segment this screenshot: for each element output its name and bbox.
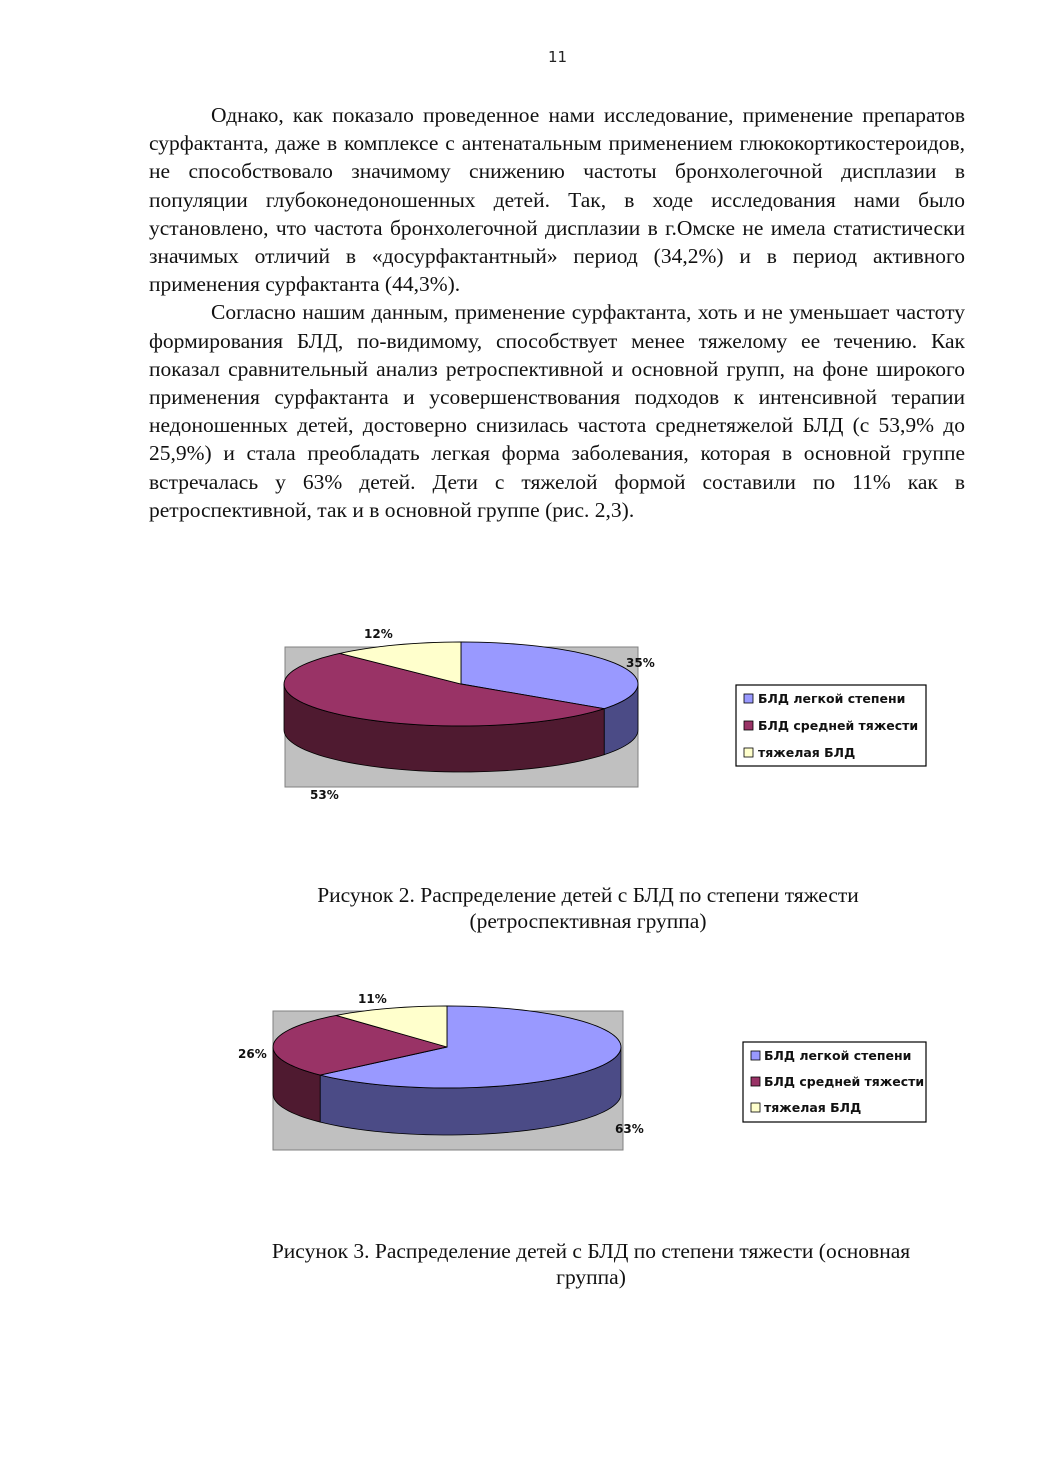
legend-swatch-severe [744,748,753,757]
caption-line-1: Рисунок 2. Распределение детей с БЛД по степени тяжести [317,883,859,907]
body-text [149,101,965,524]
legend [743,1042,926,1122]
figure-2-caption [200,882,976,934]
legend-label-light: БЛД легкой степени [758,691,906,706]
legend-swatch-light [744,694,753,703]
paragraph-2: Согласно нашим данным, применение сурфактанта, хоть и не уменьшает частоту формирования БЛД, по-видимому, способствует менее тяжелому ее течению. Как показал сравнительный анализ ретроспективной и основной групп, на фоне широкого применения сурфактанта и усовершенствования подходов к интенсивной терапии недоношенных детей, достоверно снизилась частота среднетяжелой БЛД (с 53,9% до 25,9%) и стала преобладать легкая форма заболевания, которая в основной группе встречалась у 63% детей. Дети с тяжелой формой составили по 11% как в ретроспективной, так и в основной группе (рис. 2,3). [149,300,965,522]
paragraph-1: Однако, как показало проведенное нами исследование, применение препаратов сурфактанта, даже в комплексе с антенатальным применением глюкокортикостероидов, не способствовало значимому снижению частоты бронхолегочной дисплазии в популяции глубоконедоношенных детей. Так, в ходе исследования нами было установлено, что частота бронхолегочной дисплазии в г.Омске не имела статистически значимых отличий в «досурфактантный» период (34,2%) и в период активного применения сурфактанта (44,3%). [149,103,965,297]
legend-swatch-moderate [751,1077,760,1086]
figure-3-caption [206,1238,976,1290]
pie-chart-retrospective [240,615,960,815]
legend-label-severe: тяжелая БЛД [764,1100,862,1115]
legend-swatch-moderate [744,721,753,730]
legend-label-severe: тяжелая БЛД [758,745,856,760]
legend-label-moderate: БЛД средней тяжести [764,1074,925,1089]
legend-label-light: БЛД легкой степени [764,1048,912,1063]
data-label-light: 35% [626,656,655,670]
caption-line-2: (ретроспективная группа) [469,909,707,933]
legend-label-moderate: БЛД средней тяжести [758,718,919,733]
data-label-moderate: 53% [310,788,339,802]
legend-swatch-light [751,1051,760,1060]
caption-line-1: Рисунок 3. Распределение детей с БЛД по степени тяжести (основная [271,1239,911,1263]
data-label-moderate: 26% [238,1047,267,1061]
data-label-severe: 11% [358,992,387,1006]
pie-chart-main [230,985,950,1165]
caption-line-2: группа) [556,1265,626,1289]
data-label-light: 63% [615,1122,644,1136]
data-label-severe: 12% [364,627,393,641]
legend-swatch-severe [751,1103,760,1112]
legend [736,685,926,766]
page-number: 11 [547,48,568,66]
